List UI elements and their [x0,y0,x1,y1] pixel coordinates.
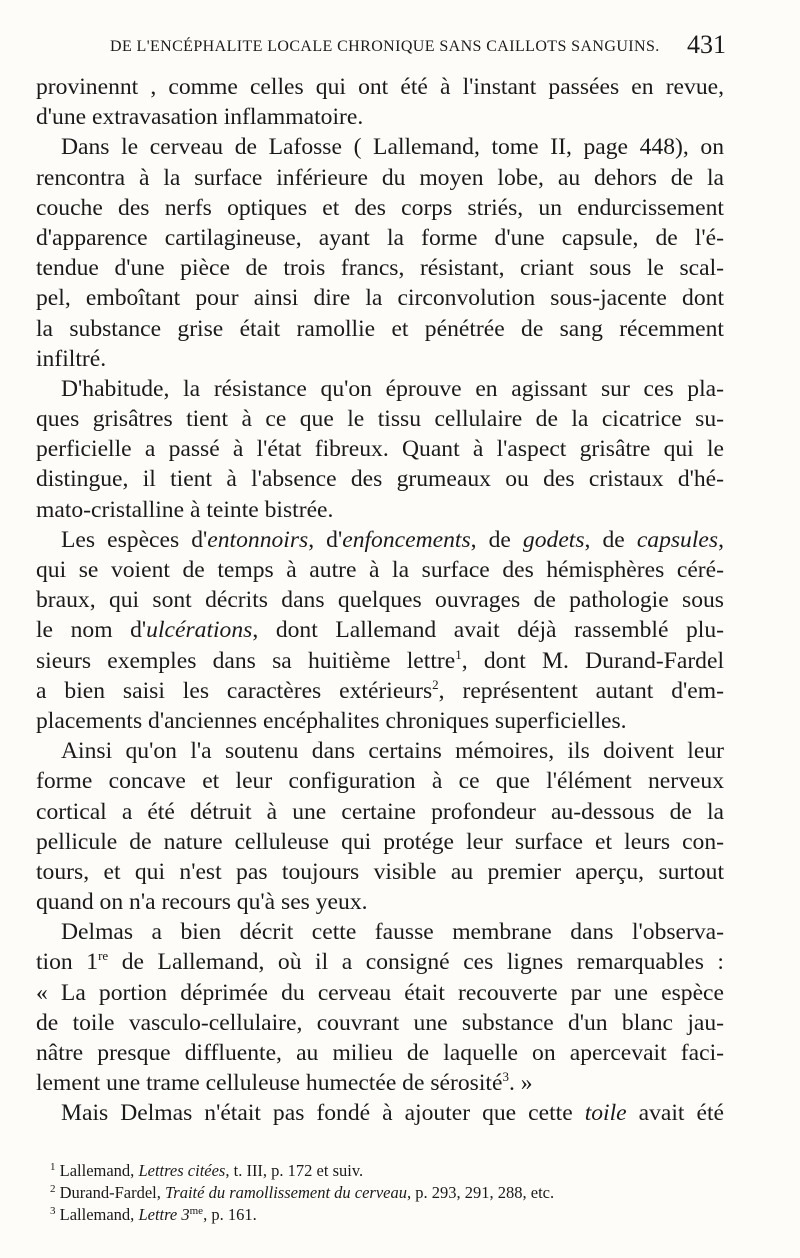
text-line: tendue d'une pièce de trois francs, résistant, criant sous le scal- [36,255,724,282]
text-run: le nom d' [36,617,147,644]
footnote [50,1182,730,1204]
text-run: , représentent autant d'em- [438,677,724,704]
text-run: tion 1 [36,949,99,976]
text-line [36,615,724,645]
footnote-ref: 1 [455,646,462,662]
italic-term: capsules [636,526,719,553]
footnote [50,1160,730,1182]
text-run: , de [584,526,637,553]
text-run: , d' [308,526,343,553]
text-run: sieurs exemples dans sa huitième lettre [36,647,456,674]
text-line: qui se voient de temps à autre à la surface des hémisphères céré- [36,557,724,583]
text-line: tours, et qui n'est pas toujours visible au premier aperçu, surtout [36,858,724,885]
text-run: . » [508,1070,533,1097]
text-line: de toile vasculo-cellulaire, couvrant une substance d'un blanc jau- [36,1009,724,1036]
text-run: de Lallemand, où il a consigné ces lignes remarquables : [108,949,724,976]
text-line [36,646,724,676]
text-line: braux, qui sont décrits dans quelques ouvrages de pathologie sous [36,587,724,614]
text-line [36,1098,724,1128]
superscript: me [189,1205,204,1217]
footnote-text: Lallemand, [59,1161,139,1180]
footnotes [50,1160,730,1226]
footnote-ref: 3 [502,1069,509,1085]
text-run: Les espèces d' [61,526,208,553]
text-run: Mais Delmas n'était pas fondé à ajouter que cette [61,1100,585,1127]
text-line: cortical a été détruit à une certaine profondeur au-dessous de la [36,798,724,825]
text-line: la substance grise était ramollie et pénétrée de sang récemment [36,315,724,342]
text-line: mato-cristalline à teinte bistrée. [36,496,334,523]
footnote-number: 1 [50,1161,56,1173]
italic-term: godets [522,526,585,553]
text-run: , dont M. Durand-Fardel [461,647,724,674]
text-line: D'habitude, la résistance qu'on éprouve en agissant sur ces pla- [61,375,724,402]
text-line [36,1068,724,1098]
footnote-title: Lettre 3 [138,1205,190,1224]
text-line: pel, emboîtant pour ainsi dire la circonvolution sous-jacente dont [36,285,724,312]
footnote-text: , p. 161. [203,1205,257,1224]
text-line: couche des nerfs optiques et des corps striés, un endurcissement [36,194,724,221]
text-line: infiltré. [36,345,107,372]
text-line: Ainsi qu'on l'a soutenu dans certains mémoires, ils doivent leur [61,738,724,765]
text-run: lement une trame celluleuse humectée de sérosité [36,1070,503,1097]
footnote [50,1204,730,1226]
text-line: d'une extravasation inflammatoire. [36,104,364,131]
italic-term: toile [584,1100,627,1127]
text-line: d'apparence cartilagineuse, ayant la forme d'une capsule, de l'é- [36,224,724,251]
italic-term: enfoncements [342,526,471,553]
text-run: , [718,526,724,553]
text-line: placements d'anciennes encéphalites chroniques superficielles. [36,707,627,734]
text-line: rencontra à la surface inférieure du moyen lobe, au dehors de la [36,164,724,191]
text-line: nâtre presque diffluente, au milieu de laquelle on apercevait faci- [36,1040,724,1066]
text-line: perficielle a passé à l'état fibreux. Quant à l'aspect grisâtre qui le [36,436,724,463]
italic-term: ulcérations [146,617,253,644]
page-header [40,30,728,64]
footnote-number: 2 [50,1183,56,1195]
text-line [36,676,724,706]
footnote-text: , t. III, p. 172 et suiv. [225,1161,364,1180]
footnote-title: Traité du ramollissement du cerveau [165,1183,407,1202]
italic-term: entonnoirs [207,526,309,553]
footnote-text: , p. 293, 291, 288, etc. [407,1183,555,1202]
footnote-ref: 2 [432,676,439,692]
text-line: quand on n'a recours qu'à ses yeux. [36,889,368,916]
page-number: 431 [687,30,726,59]
text-line [36,947,724,977]
footnote-number: 3 [50,1205,56,1217]
text-line: forme concave et leur configuration à ce que l'élément nerveux [36,768,724,795]
body-text [36,72,724,1129]
superscript: re [98,948,109,964]
text-run: avait été [626,1100,724,1127]
text-line: distingue, il tient à l'absence des grumeaux ou des cristaux d'hé- [36,466,724,493]
text-line: provinennt , comme celles qui ont été à l'instant passées en revue, [36,74,724,100]
text-line: « La portion déprimée du cerveau était recouverte par une espèce [36,979,724,1006]
text-line: ques grisâtres tient à ce que le tissu cellulaire de la cicatrice su- [36,406,724,433]
text-run: , dont Lallemand avait déjà rassemblé plu- [252,617,724,644]
footnote-text: Lallemand, [59,1205,139,1224]
text-run: , de [470,526,523,553]
footnote-text: Durand-Fardel, [59,1183,166,1202]
running-title: DE L'ENCÉPHALITE LOCALE CHRONIQUE SANS CAILLOTS SANGUINS. [110,38,660,55]
footnote-title: Lettres citées [138,1161,226,1180]
text-line: Delmas a bien décrit cette fausse membrane dans l'observa- [61,919,724,946]
text-line: Dans le cerveau de Lafosse ( Lallemand, tome II, page 448), on [61,134,724,161]
text-line: pellicule de nature celluleuse qui protége leur surface et leurs con- [36,828,724,855]
text-run: a bien saisi les caractères extérieurs [36,677,433,704]
text-line [36,525,724,555]
